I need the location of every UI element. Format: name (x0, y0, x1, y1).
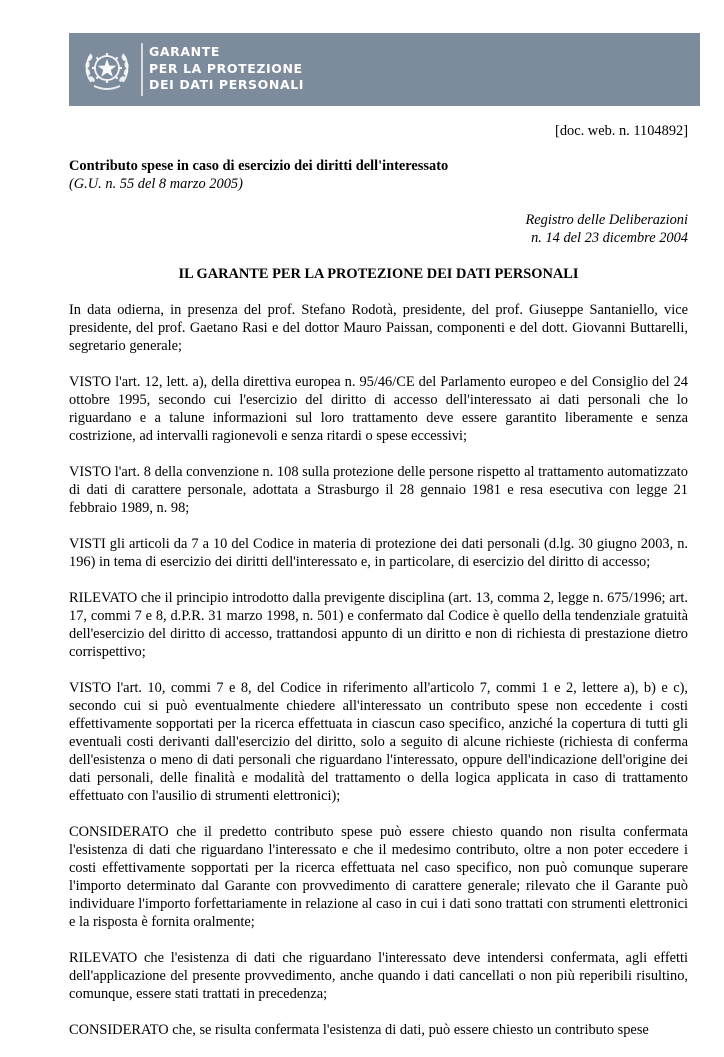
organization-name (149, 44, 304, 94)
gazette-reference: (G.U. n. 55 del 8 marzo 2005) (69, 176, 243, 192)
main-heading: IL GARANTE PER LA PROTEZIONE DEI DATI PERSONALI (178, 266, 579, 282)
paragraph-visto-directive: VISTO l'art. 12, lett. a), della direttiva europea n. 95/46/CE del Parlamento europeo e del Consiglio del 24 ottobre 1995, secondo cui l'esercizio del diritto di accesso dell'interessato ai dati personali che lo riguardano e a talune informazioni sul loro trattamento deve essere garantito liberamente e senza costrizione, ad intervalli ragionevoli e senza ritardi o spese eccessivi; (69, 374, 688, 444)
header-banner (69, 33, 700, 106)
paragraph-presence: In data odierna, in presenza del prof. Stefano Rodotà, presidente, del prof. Giuseppe Santaniello, vice presidente, del prof. Gaetano Rasi e del dottor Mauro Paissan, componenti e del dott. Giovanni Buttarelli, segretario generale; (69, 302, 688, 354)
paragraph-visti-codice: VISTI gli articoli da 7 a 10 del Codice in materia di protezione dei dati personali (d.lg. 30 giugno 2003, n. 196) in tema di esercizio dei diritti dell'interessato e, in particolare, di esercizio del diritto di accesso; (69, 536, 688, 570)
italian-republic-emblem-icon (81, 42, 133, 96)
document-reference: [doc. web. n. 1104892] (555, 123, 688, 139)
registry-line-2: n. 14 del 23 dicembre 2004 (531, 230, 688, 246)
document-body (69, 122, 688, 1057)
document-title: Contributo spese in caso di esercizio dei diritti dell'interessato (69, 158, 449, 174)
paragraph-rilevato-principle: RILEVATO che il principio introdotto dalla previgente disciplina (art. 13, comma 2, legge n. 675/1996; art. 17, commi 7 e 8, d.P.R. 31 marzo 1998, n. 501) e confermato dal Codice è quello della tendenziale gratuità dell'esercizio del diritto di accesso, trattandosi appunto di un diritto e non di richiesta di prestazione dietro corrispettivo; (69, 590, 688, 660)
paragraph-considerato-contribution: CONSIDERATO che il predetto contributo spese può essere chiesto quando non risulta confermata l'esistenza di dati che riguardano l'interessato e che il medesimo contributo, oltre a non poter eccedere i costi effettivamente sopportati per la ricerca effettuata nel caso specifico, non può comunque superare l'importo determinato dal Garante con provvedimento di carattere generale; rilevato che il Garante può individuare l'importo forfettariamente in relazione al caso in cui i dati sono trattati con strumenti elettronici e la risposta è fornita oralmente; (69, 824, 688, 930)
paragraph-considerato-confirmed: CONSIDERATO che, se risulta confermata l'esistenza di dati, può essere chiesto un contributo spese (69, 1022, 649, 1038)
paragraph-rilevato-existence: RILEVATO che l'esistenza di dati che riguardano l'interessato deve intendersi confermata, agli effetti dell'applicazione del presente provvedimento, anche quando i dati cancellati o non più reperibili risultino, comunque, essere stati trattati in precedenza; (69, 950, 688, 1002)
registry-line-1: Registro delle Deliberazioni (525, 212, 688, 228)
paragraph-visto-convention: VISTO l'art. 8 della convenzione n. 108 sulla protezione delle persone rispetto al trattamento automatizzato di dati di carattere personale, adottata a Strasburgo il 28 gennaio 1981 e resa esecutiva con legge 21 febbraio 1989, n. 98; (69, 464, 688, 516)
banner-divider (141, 43, 143, 96)
org-name-line-1: GARANTE (149, 44, 220, 59)
paragraph-visto-art10: VISTO l'art. 10, commi 7 e 8, del Codice in riferimento all'articolo 7, commi 1 e 2, lettere a), b) e c), secondo cui si può eventualmente chiedere all'interessato un contributo spese non eccedente i costi effettivamente sopportati per la ricerca effettuata in ciascun caso specifico, anziché la copertura di tutti gli eventuali costi derivanti dall'esercizio del diritto, solo a seguito di alcune richieste (richiesta di conferma dell'esistenza o meno di dati personali che riguardano l'interessato, oppure dell'indicazione dell'origine dei dati personali, delle finalità e modalità del trattamento o della logica applicata in caso di trattamento effettuato con l'ausilio di strumenti elettronici); (69, 680, 688, 804)
org-name-line-2: PER LA PROTEZIONE (149, 60, 303, 76)
registry-reference (69, 211, 688, 247)
org-name-line-3: DEI DATI PERSONALI (149, 77, 305, 92)
